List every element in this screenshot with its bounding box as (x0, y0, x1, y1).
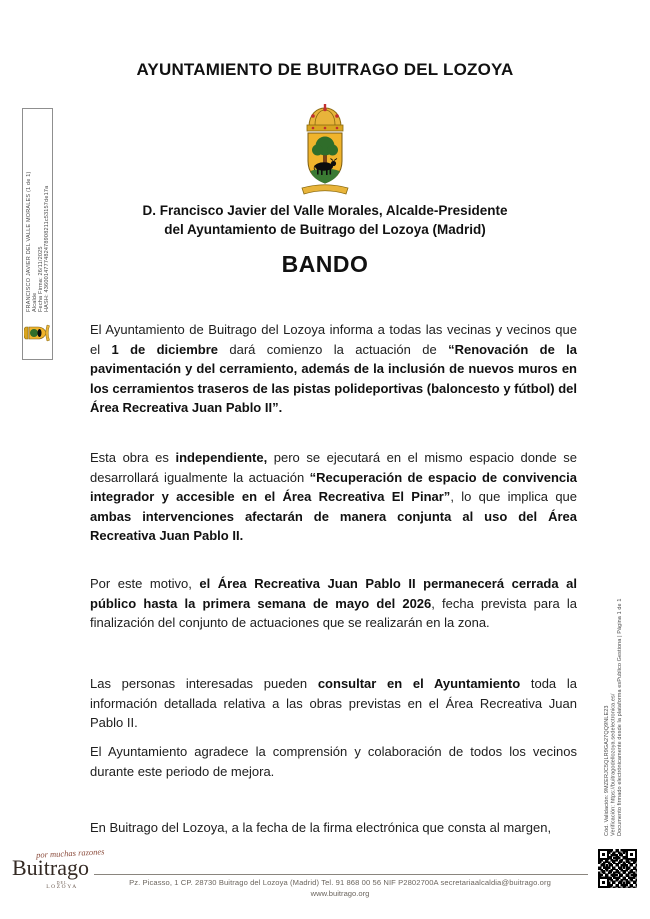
signature-date: Fecha Firma: 26/11/2025 (38, 246, 44, 312)
issuer-line-1: D. Francisco Javier del Valle Morales, Alcalde-Presidente (142, 203, 508, 218)
doc-type-heading: BANDO (281, 251, 369, 277)
signature-margin-text (26, 114, 50, 312)
footer-divider (94, 874, 588, 875)
verification-url: Verificación: https://buitragodellozoya.sedelectronica.es/ (610, 693, 617, 836)
qr-finder-top-left (598, 849, 609, 860)
issuer-name (70, 201, 580, 239)
footer-logo-subtitle (36, 880, 88, 890)
signature-hash: HASH: 4360014777482478908211c53157de17a (44, 185, 50, 312)
coat-of-arms-icon (293, 103, 357, 197)
paragraph-consultation-info: Las personas interesadas pueden consultar en el Ayuntamiento toda la información detallada relativa a las obras previstas en el Área Recreativa Juan Pablo II. (90, 676, 577, 730)
esfirma-statement: Documento firmado electrónicamente desde la plataforma esPublico Gestiona | Página 1 de 1 (617, 598, 623, 836)
footer-website: www.buitrago.org (310, 889, 370, 898)
qr-finder-top-right (626, 849, 637, 860)
validation-code: Cód. Validación: 9MZERJC5QLR9GA27QQ9NLE23 (604, 705, 610, 836)
signer-name: FRANCISCO JAVIER DEL VALLE MORALES (1 de 1) (26, 171, 32, 312)
paragraph-signature-place: En Buitrago del Lozoya, a la fecha de la firma electrónica que consta al margen, (90, 820, 552, 835)
validation-margin-text (604, 548, 625, 836)
qr-code (596, 847, 639, 890)
footer-logo: Buitrago (12, 855, 89, 880)
footer-logo-lozoya: LOZOYA (46, 884, 78, 890)
qr-finder-bottom-left (598, 877, 609, 888)
footer-address: Pz. Picasso, 1 CP. 28730 Buitrago del Lozoya (Madrid) Tel. 91 868 00 56 NIF P2802700A secretariaalcaldia@buitrago.org (129, 878, 551, 887)
paragraph-works-announcement: El Ayuntamiento de Buitrago del Lozoya informa a todas las vecinas y vecinos que el 1 de diciembre dará comienzo la actuación de “Renovación de la pavimentación y del cerramiento, además de la inclusión de nuevos muros en los cerramientos traseros de las pistas polideportivas (baloncesto y fútbol) del Área Recreativa Juan Pablo II”. (90, 322, 577, 415)
footer-logo-del: DEL (56, 880, 68, 885)
paragraph-thanks: El Ayuntamiento agradece la comprensión y colaboración de todos los vecinos durante este periodo de mejora. (90, 744, 577, 779)
page-title: AYUNTAMIENTO DE BUITRAGO DEL LOZOYA (136, 60, 514, 79)
signer-role: Alcalde (32, 292, 38, 312)
signature-emblem-icon (24, 322, 50, 344)
issuer-line-2: del Ayuntamiento de Buitrago del Lozoya (Madrid) (164, 222, 486, 237)
paragraph-independent-work: Esta obra es independiente, pero se ejecutará en el mismo espacio donde se desarrollará igualmente la actuación “Recuperación de espacio de convivencia integrador y accesible en el Área Recreativa El Pinar”, lo que implica que ambas intervenciones afectarán de manera conjunta al uso del Área Recreativa Juan Pablo II. (90, 450, 578, 543)
paragraph-closure-notice: Por este motivo, el Área Recreativa Juan Pablo II permanecerá cerrada al público hasta la primera semana de mayo del 2026, fecha prevista para la finalización del conjunto de actuaciones que se realizarán en la zona. (90, 576, 577, 630)
footer-logo-tagline: por muchas razones (35, 846, 105, 860)
